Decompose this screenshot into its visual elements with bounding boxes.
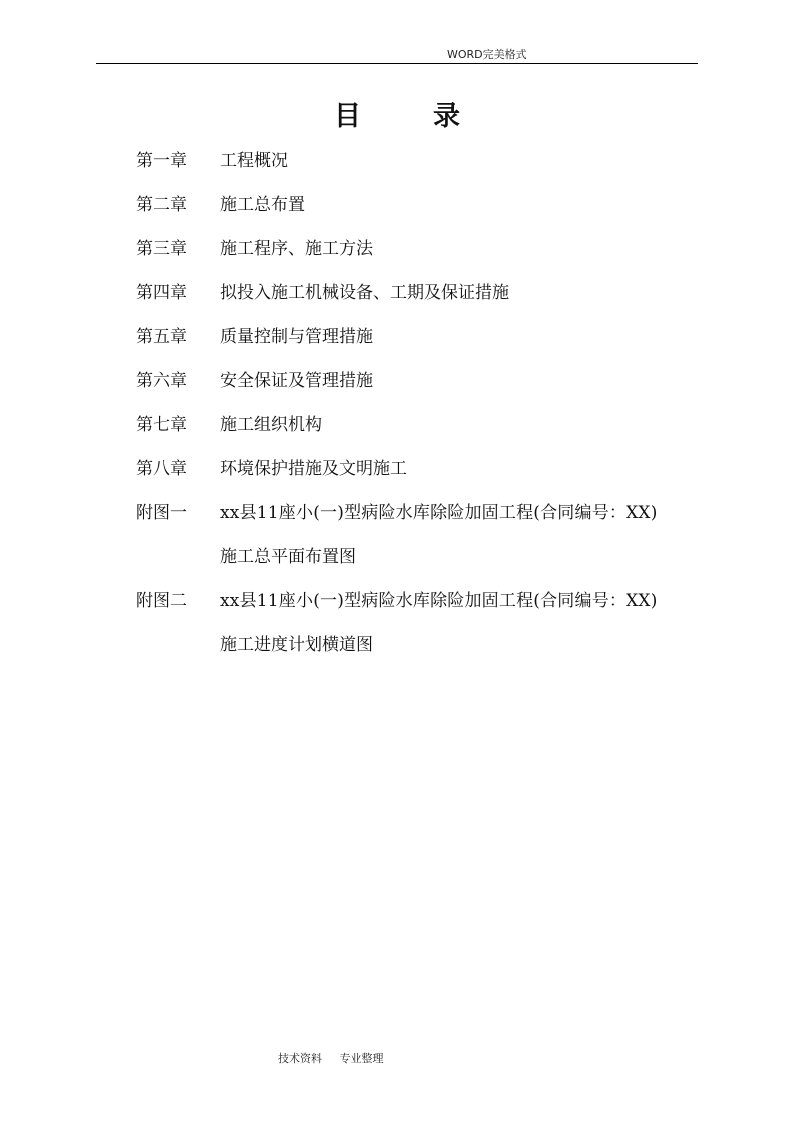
header-rule bbox=[96, 63, 698, 64]
toc-title-part2: 录 bbox=[433, 101, 460, 132]
toc-entry bbox=[0, 366, 794, 394]
toc-entry bbox=[0, 234, 794, 262]
toc-entry-text: 工程概况 bbox=[220, 151, 288, 171]
toc-entry-text: xx县11座小(一)型病险水库除险加固工程(合同编号：XX) bbox=[220, 591, 658, 611]
toc-entry-number: 附图一 bbox=[136, 503, 187, 523]
toc-entry-text: 拟投入施工机械设备、工期及保证措施 bbox=[220, 283, 509, 303]
toc-entry-number: 第二章 bbox=[136, 195, 187, 215]
toc-entry-number: 第三章 bbox=[136, 239, 187, 259]
toc-entry bbox=[0, 586, 794, 614]
toc-entry bbox=[0, 278, 794, 306]
toc-entry-text: 施工程序、施工方法 bbox=[220, 239, 373, 259]
toc-entry-number: 第八章 bbox=[136, 459, 187, 479]
toc-entry-continuation: 施工进度计划横道图 bbox=[220, 635, 373, 655]
toc-entry-continuation: 施工总平面布置图 bbox=[220, 547, 356, 567]
page-footer: 技术资料 专业整理 bbox=[278, 1052, 384, 1065]
toc-entry-number: 第六章 bbox=[136, 371, 187, 391]
toc-entry-text: 施工组织机构 bbox=[220, 415, 322, 435]
toc-title bbox=[0, 94, 794, 133]
toc-entry-number: 第一章 bbox=[136, 151, 187, 171]
toc-entry-text: xx县11座小(一)型病险水库除险加固工程(合同编号：XX) bbox=[220, 503, 658, 523]
toc-entry-text: 安全保证及管理措施 bbox=[220, 371, 373, 391]
toc-entry bbox=[0, 454, 794, 482]
toc-entry bbox=[0, 410, 794, 438]
toc-entry-text: 环境保护措施及文明施工 bbox=[220, 459, 407, 479]
header-text: WORD完美格式 bbox=[447, 48, 527, 61]
toc-entry-number: 第五章 bbox=[136, 327, 187, 347]
toc-entry-text: 质量控制与管理措施 bbox=[220, 327, 373, 347]
toc-entry-text: 施工总布置 bbox=[220, 195, 305, 215]
toc-title-part1: 目 bbox=[334, 101, 361, 132]
toc-entry bbox=[0, 498, 794, 526]
toc-entry-number: 附图二 bbox=[136, 591, 187, 611]
toc-entry-number: 第七章 bbox=[136, 415, 187, 435]
toc-entry bbox=[0, 146, 794, 174]
toc-entry-number: 第四章 bbox=[136, 283, 187, 303]
toc-entry bbox=[0, 322, 794, 350]
toc-entry bbox=[0, 190, 794, 218]
